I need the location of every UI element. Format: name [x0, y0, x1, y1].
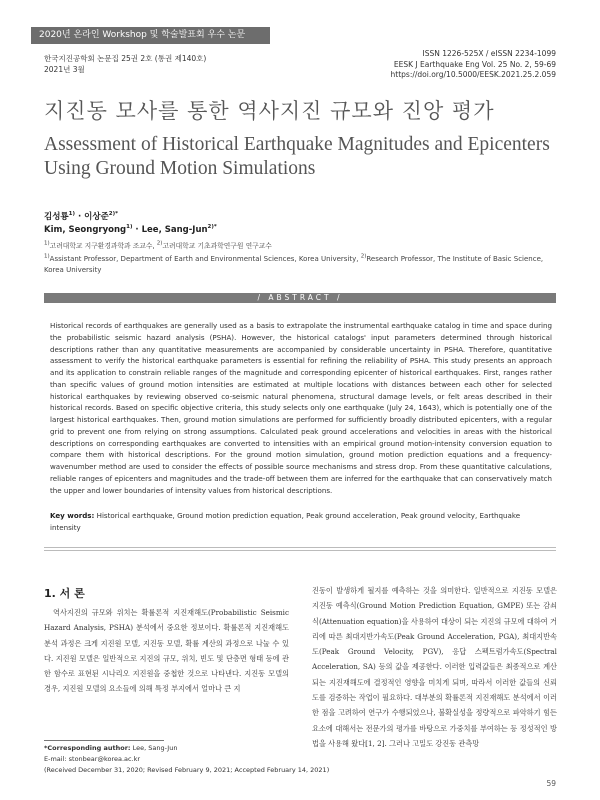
corresponding-label: *Corresponding author:	[44, 744, 131, 752]
author-2-sup: 2)*	[207, 224, 217, 231]
affiliation-english	[44, 254, 559, 275]
corresponding-name: Lee, Sang-Jun	[130, 744, 178, 752]
body-column-left: 역사지진의 규모와 위치는 확률론적 지진재해도(Probabilistic Seismic Hazard Analysis, PSHA) 분석에서 중요한 정보이다. 확률론적 지진재해도 분석 과정은 크게 지진원 모델, 지진동 모델, 확률 계산의 과정으로 나눌 수 있다. 지진원 모델은 일반적으로 지진의 규모, 위치, 빈도 및 단층면 형태 등에 관한 함수로 표현된 시나리오 지진원을 중첩한 것으로 나타낸다. 지진동 모델의 경우, 지진원 모델의 요소들에 의해 특정 부지에서 얼마나 큰 지	[44, 608, 289, 694]
award-banner: 2020년 온라인 Workshop 및 학술발표회 우수 논문	[31, 27, 270, 44]
authors-korean	[44, 210, 118, 222]
corresponding-email: E-mail: stonbear@korea.ac.kr	[44, 755, 141, 763]
author-separator: ·	[74, 212, 85, 222]
title-korean: 지진동 모사를 통한 역사지진 규모와 진앙 평가	[44, 99, 495, 123]
author-1-korean: 김성룡	[44, 212, 69, 222]
journal-info-right	[391, 49, 556, 81]
author-1-english: Kim, Seongryong	[44, 225, 127, 235]
abstract-divider-bottom	[44, 550, 556, 551]
body-column-right: 진동이 발생하게 될지를 예측하는 것을 의미한다. 일반적으로 지진동 모델은 지진동 예측식(Ground Motion Prediction Equation, GMPE) 또는 감쇠식(Attenuation equation)을 사용하여 대상이 되는 지진의 규모에 대하여 거리에 따른 최대지반가속도(Peak Ground Acceleration, PGA), 최대지반속도(Peak Ground Velocity, PGV), 응답 스펙트럼가속도(Spectral Acceleration, SA) 등의 값을 제공한다. 이러한 입력값들은 최종적으로 계산되는 지진재해도에 결정적인 영향을 미치게 되며, 따라서 이러한 값들의 신뢰도를 검증하는 작업이 필요하다. 대부분의 확률론적 지진재해도 분석에서 이러한 점을 고려하여 연구가 수행되었으나, 불확실성을 정량적으로 파악하기 힘든 요소에 대해서는 전문가의 평가를 바탕으로 가중치를 부여하는 등 정성적인 방법을 사용해 왔다[1, 2]. 그러나 고밀도 강진동 관측망	[312, 586, 557, 748]
aff-text-2: 고려대학교 기초과학연구원 연구교수	[162, 242, 272, 250]
keywords	[50, 510, 552, 533]
keywords-text: Historical earthquake, Ground motion prediction equation, Peak ground acceleration, Peak ground velocity, Earthquake intensity	[50, 511, 521, 532]
author-1-sup: 1)	[126, 224, 133, 231]
footnote-rule	[44, 740, 164, 741]
aff-text-1: Assistant Professor, Department of Earth and Environmental Sciences, Korea University,	[49, 255, 361, 263]
abstract-header: / ABSTRACT /	[44, 293, 556, 303]
author-2-english: Lee, Sang-Jun	[141, 225, 208, 235]
author-2-korean: 이상준	[84, 212, 109, 222]
author-1-sup: 1)	[68, 211, 75, 218]
section-heading-introduction: 1. 서 론	[44, 587, 85, 600]
authors-english	[44, 225, 217, 235]
abstract-divider-top	[44, 547, 556, 548]
title-english: Assessment of Historical Earthquake Magnitudes and Epicenters Using Ground Motion Simulations	[44, 134, 550, 179]
abstract-body: Historical records of earthquakes are generally used as a basis to extrapolate the instrumental earthquake catalog in time and space during the probabilistic seismic hazard analysis (PSHA). However, the historical catalogs' input parameters determined through historical descriptions rather than any quantitative measurements are accompanied by considerable uncertainty in PSHA. Therefore, quantitative assessment to verify the historical earthquake parameters is essential for refining the reliability of PSHA. This study presents an approach and its application to constrain reliable ranges of the magnitude and corresponding epicenter of historical earthquakes. First, ranges rather than specific values of ground motion intensities are estimated at multiple locations with distances between each other for selected historical earthquakes by reviewing observed co-seismic natural phenomena, structural damage levels, or felt areas described in their historical records. Based on specific objective criteria, this study selects only one earthquake (July 24, 1643), which is potentially one of the largest historical earthquakes. Then, ground motion simulations are performed for sufficiently broadly distributed epicenters, with a regular grid to prevent one from relying on strong assumptions. Calculated peak ground accelerations and velocities in areas with the historical descriptions on corresponding earthquakes are converted to intensities with an empirical ground motion-intensity conversion equation to compare them with historical descriptions. For the ground motion simulation, ground motion prediction equations and a frequency-wavenumber method are used to consider the effects of possible source mechanisms and stress drop. From these quantitative calculations, reliable ranges of epicenters and magnitudes and the trade-off between them are inferred for the earthquake that can conservatively match the upper and lower boundaries of intensity values from historical descriptions.	[50, 321, 552, 495]
issn: ISSN 1226-525X / eISSN 2234-1099	[422, 49, 556, 58]
page-number: 59	[546, 779, 556, 788]
journal-name: 한국지진공학회 논문집 25권 2호 (통권 제140호)	[44, 54, 207, 63]
author-2-sup: 2)*	[108, 211, 118, 218]
affiliation-korean	[44, 240, 272, 250]
journal-info-left	[44, 54, 206, 75]
corresponding-author	[44, 743, 177, 754]
aff-text-1: 고려대학교 지구환경과학과 조교수,	[49, 242, 157, 250]
doi-link[interactable]: https://doi.org/10.5000/EESK.2021.25.2.059	[390, 70, 556, 79]
journal-date: 2021년 3월	[44, 64, 85, 74]
aff-sup-2: 2)	[360, 253, 367, 260]
keywords-label: Key words:	[50, 511, 95, 520]
aff-sup-2: 2)	[156, 240, 163, 247]
aff-sup-1: 1)	[44, 253, 50, 260]
aff-text-2: Research Professor, The Institute of Basic Science, Korea University	[44, 255, 544, 274]
citation: EESK J Earthquake Eng Vol. 25 No. 2, 59-69	[393, 59, 556, 69]
received-dates: (Received December 31, 2020; Revised February 9, 2021; Accepted February 14, 2021)	[44, 766, 330, 774]
aff-sup-1: 1)	[44, 240, 50, 247]
author-separator: ·	[132, 225, 142, 235]
